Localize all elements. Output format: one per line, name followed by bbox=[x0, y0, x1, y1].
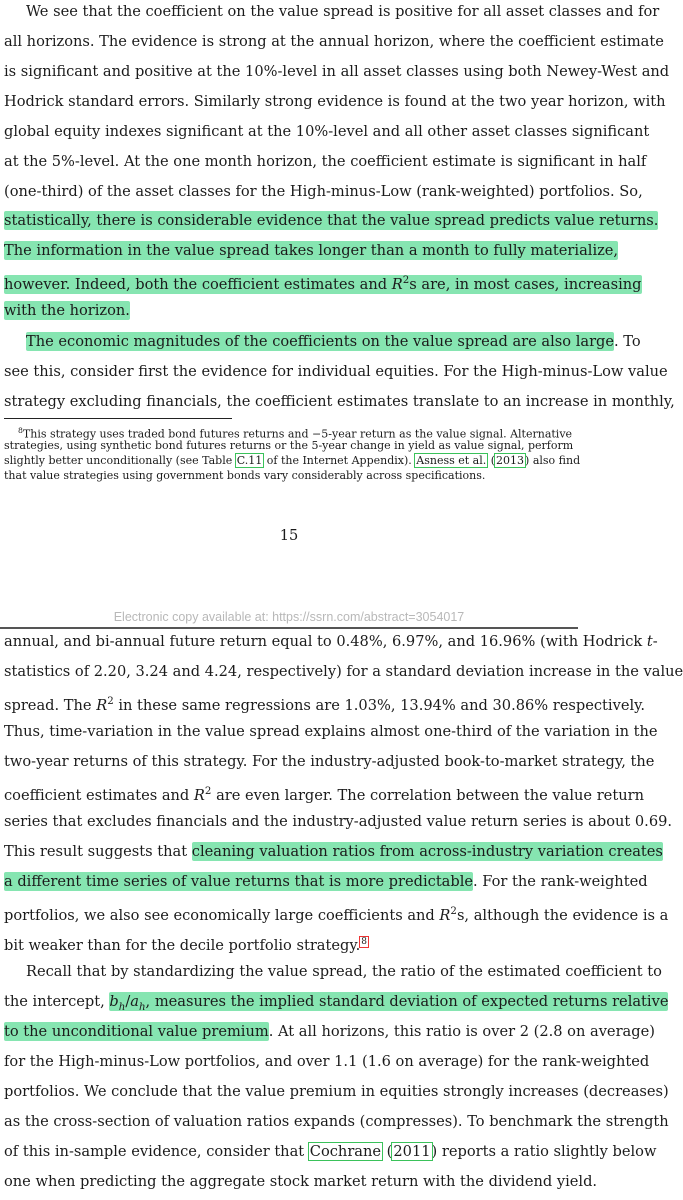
footnote-line: strategies, using synthetic bond futures returns or the 5-year change in yield as value signal, perform bbox=[4, 439, 574, 452]
ssrn-note: Electronic copy available at: https://ssrn.com/abstract=3054017 bbox=[113, 610, 465, 624]
text-line: two-year returns of this strategy. For the industry-adjusted book-to-market strategy, the bbox=[4, 753, 655, 770]
text-line: portfolios. We conclude that the value premium in equities strongly increases (decreases) bbox=[4, 1083, 669, 1100]
highlighted-line: statistically, there is considerable evidence that the value spread predicts value returns. bbox=[4, 212, 659, 229]
text-line: Hodrick standard errors. Similarly strong evidence is found at the two year horizon, with bbox=[4, 93, 666, 110]
text-line: statistics of 2.20, 3.24 and 4.24, respectively) for a standard deviation increase in the value bbox=[4, 663, 683, 680]
text-line: portfolios, we also see economically large coefficients and $R^2s$, although the evidence is a bbox=[4, 906, 669, 924]
highlighted-line: however. Indeed, both the coefficient estimates and $R^2s$ are, in most cases, increasing bbox=[4, 275, 642, 293]
text-line: is significant and positive at the 10%-level in all asset classes using both Newey-West and bbox=[4, 63, 670, 80]
footnote-line: that value strategies using government bonds vary considerably across specifications. bbox=[4, 469, 486, 482]
text-line: Thus, time-variation in the value spread explains almost one-third of the variation in the bbox=[4, 723, 658, 740]
text-line: (one-third) of the asset classes for the High-minus-Low (rank-weighted) portfolios. So, bbox=[4, 183, 643, 200]
citation-year-link[interactable]: 2011 bbox=[393, 1143, 431, 1160]
text-line: coefficient estimates and $R^2$ are even larger. The correlation between the value return bbox=[4, 786, 644, 804]
highlighted-line: with the horizon. bbox=[4, 302, 130, 319]
text-line: The economic magnitudes of the coefficients on the value spread are also large. To bbox=[26, 333, 641, 350]
page-number: 15 bbox=[279, 527, 299, 544]
footnote-line: slightly better unconditionally (see Table C.11 of the Internet Appendix). Asness et al. (2013) also find bbox=[4, 454, 581, 467]
text-line: spread. The $R^2$ in these same regressions are 1.03%, 13.94% and 30.86% respectively. bbox=[4, 696, 646, 714]
text-line: Recall that by standardizing the value spread, the ratio of the estimated coefficient to bbox=[26, 963, 662, 980]
text-line: at the 5%-level. At the one month horizon, the coefficient estimate is significant in half bbox=[4, 153, 647, 170]
text-line: bit weaker than for the decile portfolio strategy.$^8$ bbox=[4, 936, 368, 954]
highlighted-line: The information in the value spread takes longer than a month to fully materialize, bbox=[4, 242, 619, 259]
footnote-link[interactable]: 8 bbox=[361, 937, 368, 947]
page-divider bbox=[0, 627, 578, 629]
citation-link[interactable]: Cochrane bbox=[309, 1143, 382, 1160]
table-ref-link[interactable]: C.11 bbox=[236, 454, 263, 467]
highlighted-line: This result suggests that cleaning valuation ratios from across-industry variation creates bbox=[4, 843, 663, 860]
text-line: see this, consider first the evidence for individual equities. For the High-minus-Low value bbox=[4, 363, 668, 380]
text-line: for the High-minus-Low portfolios, and over 1.1 (1.6 on average) for the rank-weighted bbox=[4, 1053, 650, 1070]
footnote-line: $^8$This strategy uses traded bond futures returns and −5-year return as the value signal. Alternative bbox=[18, 426, 573, 441]
text-line: of this in-sample evidence, consider that Cochrane (2011) reports a ratio slightly below bbox=[4, 1143, 657, 1160]
text-line: global equity indexes significant at the 10%-level and all other asset classes significant bbox=[4, 123, 650, 140]
highlighted-line: a different time series of value returns that is more predictable. For the rank-weighted bbox=[4, 873, 648, 890]
text-line: annual, and bi-annual future return equal to 0.48%, 6.97%, and 16.96% (with Hodrick t- bbox=[4, 633, 658, 650]
footnote-rule bbox=[4, 418, 232, 419]
text-line: We see that the coefficient on the value spread is positive for all asset classes and for bbox=[26, 3, 660, 20]
text-line: as the cross-section of valuation ratios expands (compresses). To benchmark the strength bbox=[4, 1113, 669, 1130]
text-line: strategy excluding financials, the coefficient estimates translate to an increase in monthly, bbox=[4, 393, 675, 410]
highlighted-line: to the unconditional value premium. At all horizons, this ratio is over 2 (2.8 on average) bbox=[4, 1023, 655, 1040]
citation-year-link[interactable]: 2013 bbox=[496, 454, 525, 467]
text-line: one when predicting the aggregate stock market return with the dividend yield. bbox=[4, 1173, 598, 1190]
text-line: all horizons. The evidence is strong at the annual horizon, where the coefficient estimate bbox=[4, 33, 664, 50]
highlighted-line: the intercept, $b_h/a_h$, measures the implied standard deviation of expected returns relative bbox=[4, 993, 669, 1013]
citation-link[interactable]: Asness et al. bbox=[416, 454, 487, 467]
text-line: series that excludes financials and the industry-adjusted value return series is about 0.69. bbox=[4, 813, 673, 830]
